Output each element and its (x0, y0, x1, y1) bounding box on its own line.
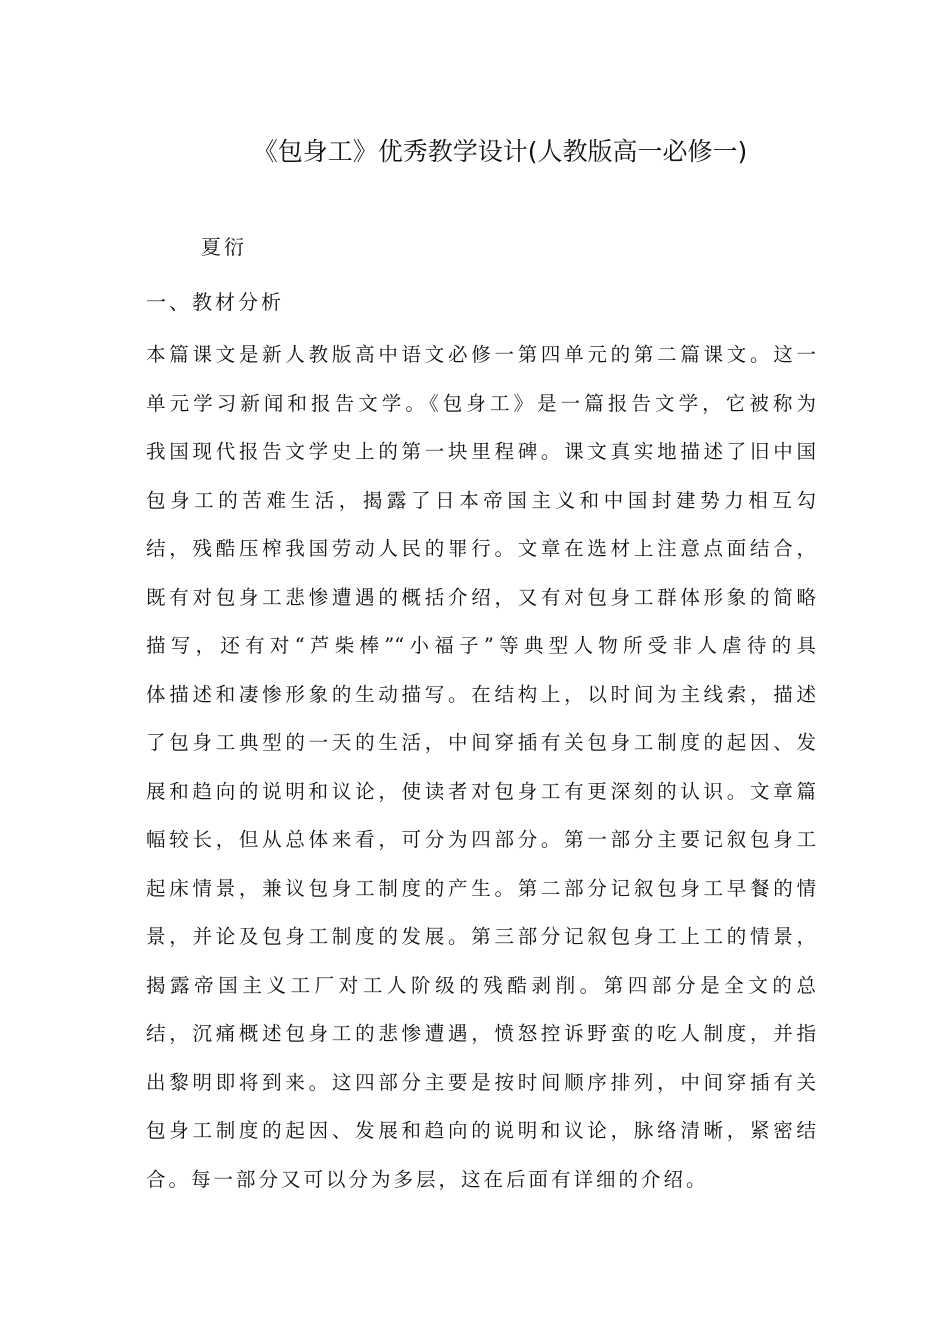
paragraph-line: 包身工的苦难生活，揭露了日本帝国主义和中国封建势力相互勾 (146, 488, 816, 512)
paragraph-line: 合。每一部分又可以分为多层，这在后面有详细的介绍。 (146, 1167, 709, 1191)
body-paragraph (146, 331, 816, 1204)
paragraph-line: 幅较长，但从总体来看，可分为四部分。第一部分主要记叙包身工 (146, 828, 816, 851)
paragraph-line: 结，沉痛概述包身工的悲惨遭遇，愤怒控诉野蛮的吃人制度，并指 (146, 1022, 816, 1045)
paragraph-line: 包身工制度的起因、发展和趋向的说明和议论，脉络清晰，紧密结 (146, 1119, 816, 1142)
paragraph-line: 体描述和凄惨形象的生动描写。在结构上，以时间为主线索，描述 (146, 682, 816, 706)
paragraph-line: 起床情景，兼议包身工制度的产生。第二部分记叙包身工早餐的情 (146, 876, 816, 900)
paragraph-line: 单元学习新闻和报告文学。《包身工》是一篇报告文学，它被称为 (146, 391, 816, 415)
paragraph-line: 结，残酷压榨我国劳动人民的罪行。文章在选材上注意点面结合， (146, 537, 816, 560)
section-heading: 一、教材分析 (146, 290, 284, 314)
paragraph-line: 揭露帝国主义工厂对工人阶级的残酷剥削。第四部分是全文的总 (146, 973, 816, 997)
paragraph-line: 展和趋向的说明和议论，使读者对包身工有更深刻的认识。文章篇 (146, 779, 816, 803)
author-name: 夏衍 (201, 235, 247, 259)
paragraph-line: 景，并论及包身工制度的发展。第三部分记叙包身工上工的情景， (146, 925, 816, 948)
paragraph-line: 描写，还有对“芦柴棒”“小福子”等典型人物所受非人虐待的具 (146, 634, 816, 657)
paragraph-line: 我国现代报告文学史上的第一块里程碑。课文真实地描述了旧中国 (146, 440, 816, 463)
document-title: 《包身工》优秀教学设计(人教版高一必修一) (252, 137, 748, 166)
paragraph-line: 既有对包身工悲惨遭遇的概括介绍，又有对包身工群体形象的简略 (146, 585, 816, 609)
paragraph-line: 出黎明即将到来。这四部分主要是按时间顺序排列，中间穿插有关 (146, 1070, 816, 1094)
paragraph-line: 了包身工典型的一天的生活，中间穿插有关包身工制度的起因、发 (146, 731, 816, 754)
paragraph-line: 本篇课文是新人教版高中语文必修一第四单元的第二篇课文。这一 (146, 343, 816, 366)
